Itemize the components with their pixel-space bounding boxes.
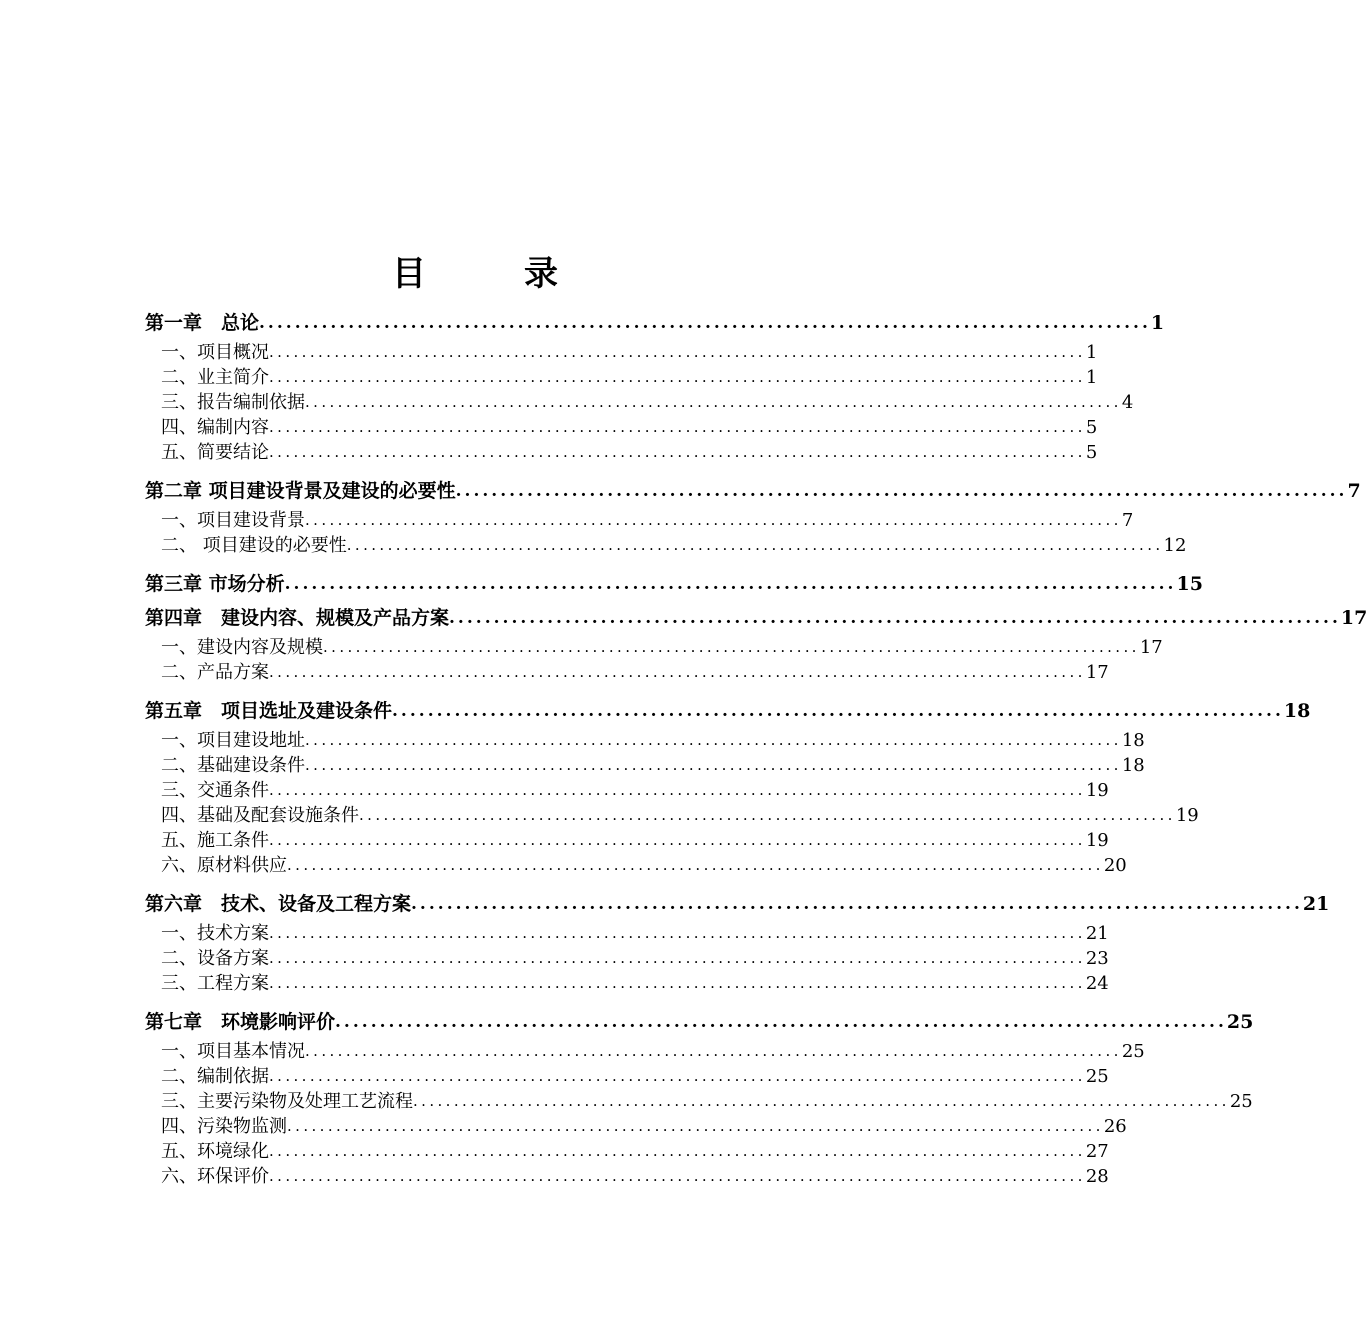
toc-leader-dots: .................................................................................................... [269, 974, 1086, 992]
toc-leader-dots: .................................................................................................... [323, 638, 1140, 656]
toc-page-number: 1 [1085, 342, 1098, 363]
toc-title: 目 录 [392, 254, 590, 294]
toc-section-entry[interactable] [145, 1089, 1253, 1114]
toc-page-number: 24 [1085, 973, 1109, 994]
toc-section-entry[interactable] [145, 440, 1098, 465]
toc-section-label: 三、主要污染物及处理工艺流程 [161, 1091, 413, 1112]
toc-section-label: 二、 项目建设的必要性 [161, 535, 347, 556]
toc-section-label: 五、环境绿化 [161, 1141, 269, 1162]
toc-chapter-entry[interactable] [145, 887, 1330, 921]
toc-section-label: 二、业主简介 [161, 367, 269, 388]
toc-page-number: 17 [1139, 637, 1163, 658]
toc-section-entry[interactable] [145, 365, 1098, 390]
toc-page-number: 17 [1085, 662, 1109, 683]
toc-leader-dots: .................................................................................................... [449, 608, 1341, 628]
toc-page-number: 28 [1085, 1166, 1109, 1187]
toc-section-entry[interactable] [145, 1114, 1127, 1139]
toc-section-label: 一、技术方案 [161, 923, 269, 944]
toc-chapter-entry[interactable] [145, 567, 1203, 601]
toc-leader-dots: .................................................................................................... [269, 663, 1086, 681]
toc-leader-dots: .................................................................................................... [335, 1012, 1227, 1032]
toc-leader-dots: .................................................................................................... [305, 756, 1122, 774]
table-of-contents [145, 306, 1367, 1198]
toc-section-label: 四、基础及配套设施条件 [161, 805, 359, 826]
toc-section-entry[interactable] [145, 728, 1145, 753]
toc-leader-dots: .................................................................................................... [455, 481, 1348, 501]
toc-leader-dots: .................................................................................................... [269, 924, 1086, 942]
toc-section-label: 一、项目概况 [161, 342, 269, 363]
toc-leader-dots: .................................................................................................... [346, 536, 1164, 554]
toc-section-entry[interactable] [145, 853, 1127, 878]
toc-chapter-entry[interactable] [145, 1005, 1254, 1039]
toc-chapter-entry[interactable] [145, 694, 1311, 728]
toc-chapter-label: 第三章 市场分析 [145, 573, 285, 595]
toc-chapter-entry[interactable] [145, 306, 1165, 340]
toc-leader-dots: .................................................................................................... [269, 949, 1086, 967]
toc-section-label: 五、简要结论 [161, 442, 269, 463]
toc-section-label: 一、项目基本情况 [161, 1041, 305, 1062]
toc-leader-dots: .................................................................................................... [269, 1067, 1086, 1085]
toc-page-number: 19 [1085, 780, 1109, 801]
toc-page-number: 20 [1103, 855, 1127, 876]
toc-chapter-label: 第一章 总论 [145, 312, 260, 334]
toc-section-label: 二、基础建设条件 [161, 755, 305, 776]
toc-page-number: 15 [1176, 573, 1203, 595]
toc-page-number: 25 [1226, 1011, 1254, 1033]
toc-page-number: 1 [1150, 312, 1165, 334]
toc-section-label: 六、原材料供应 [161, 855, 287, 876]
toc-section-entry[interactable] [145, 508, 1134, 533]
toc-section-label: 二、设备方案 [161, 948, 269, 969]
toc-chapter-label: 第二章 项目建设背景及建设的必要性 [145, 480, 456, 502]
toc-section-entry[interactable] [145, 1039, 1145, 1064]
toc-page-number: 17 [1340, 607, 1367, 629]
toc-leader-dots: .................................................................................................... [269, 343, 1086, 361]
toc-section-entry[interactable] [145, 390, 1134, 415]
toc-page-number: 21 [1085, 923, 1109, 944]
toc-page-number: 18 [1121, 730, 1145, 751]
toc-section-entry[interactable] [145, 660, 1109, 685]
toc-page-number: 19 [1175, 805, 1199, 826]
toc-chapter-label: 第五章 项目选址及建设条件 [145, 700, 393, 722]
toc-section-entry[interactable] [145, 803, 1199, 828]
toc-leader-dots: .................................................................................................... [305, 1042, 1122, 1060]
toc-page-number: 26 [1103, 1116, 1127, 1137]
toc-leader-dots: .................................................................................................... [269, 831, 1086, 849]
toc-page-number: 1 [1085, 367, 1098, 388]
toc-section-entry[interactable] [145, 921, 1109, 946]
toc-leader-dots: .................................................................................................... [284, 574, 1177, 594]
toc-section-entry[interactable] [145, 1139, 1109, 1164]
toc-leader-dots: .................................................................................................... [269, 443, 1086, 461]
toc-section-entry[interactable] [145, 778, 1109, 803]
toc-section-label: 一、建设内容及规模 [161, 637, 323, 658]
toc-section-entry[interactable] [145, 753, 1145, 778]
toc-page-number: 5 [1085, 417, 1098, 438]
toc-section-label: 四、编制内容 [161, 417, 269, 438]
toc-leader-dots: .................................................................................................... [269, 368, 1086, 386]
toc-section-label: 二、产品方案 [161, 662, 269, 683]
toc-page-number: 7 [1347, 480, 1361, 502]
toc-page-number: 12 [1163, 535, 1187, 556]
toc-page-number: 25 [1121, 1041, 1145, 1062]
toc-chapter-label: 第七章 环境影响评价 [145, 1011, 336, 1033]
toc-page-number: 7 [1121, 510, 1134, 531]
toc-section-entry[interactable] [145, 828, 1109, 853]
toc-page-number: 21 [1302, 893, 1330, 915]
toc-page-number: 4 [1121, 392, 1134, 413]
toc-leader-dots: .................................................................................................... [287, 1117, 1104, 1135]
toc-leader-dots: .................................................................................................... [269, 418, 1086, 436]
toc-section-label: 五、施工条件 [161, 830, 269, 851]
toc-section-entry[interactable] [145, 1064, 1109, 1089]
toc-leader-dots: .................................................................................................... [259, 313, 1151, 333]
toc-leader-dots: .................................................................................................... [269, 781, 1086, 799]
toc-leader-dots: .................................................................................................... [305, 731, 1122, 749]
toc-section-entry[interactable] [145, 635, 1163, 660]
toc-section-entry[interactable] [145, 971, 1109, 996]
toc-leader-dots: .................................................................................................... [392, 701, 1284, 721]
toc-section-label: 二、编制依据 [161, 1066, 269, 1087]
toc-chapter-label: 第六章 技术、设备及工程方案 [145, 893, 412, 915]
toc-page-number: 18 [1121, 755, 1145, 776]
toc-leader-dots: .................................................................................................... [269, 1142, 1086, 1160]
toc-leader-dots: .................................................................................................... [305, 393, 1122, 411]
toc-leader-dots: .................................................................................................... [287, 856, 1104, 874]
toc-chapter-label: 第四章 建设内容、规模及产品方案 [145, 607, 450, 629]
toc-section-entry[interactable] [145, 340, 1098, 365]
toc-section-entry[interactable] [145, 1164, 1109, 1189]
toc-section-label: 三、工程方案 [161, 973, 269, 994]
toc-section-label: 六、环保评价 [161, 1166, 269, 1187]
toc-section-label: 一、项目建设背景 [161, 510, 305, 531]
toc-page-number: 19 [1085, 830, 1109, 851]
toc-page-number: 27 [1085, 1141, 1109, 1162]
toc-leader-dots: .................................................................................................... [269, 1167, 1086, 1185]
toc-chapter-entry[interactable] [145, 474, 1361, 508]
toc-page-number: 23 [1085, 948, 1109, 969]
toc-section-label: 四、污染物监测 [161, 1116, 287, 1137]
toc-section-label: 三、报告编制依据 [161, 392, 305, 413]
toc-section-entry[interactable] [145, 415, 1098, 440]
toc-page-number: 25 [1229, 1091, 1253, 1112]
toc-leader-dots: .................................................................................................... [411, 894, 1303, 914]
toc-leader-dots: .................................................................................................... [305, 511, 1122, 529]
toc-leader-dots: .................................................................................................... [413, 1092, 1230, 1110]
toc-section-label: 一、项目建设地址 [161, 730, 305, 751]
toc-section-label: 三、交通条件 [161, 780, 269, 801]
toc-leader-dots: .................................................................................................... [359, 806, 1176, 824]
toc-page-number: 5 [1085, 442, 1098, 463]
toc-page-number: 25 [1085, 1066, 1109, 1087]
toc-section-entry[interactable] [145, 533, 1187, 558]
toc-page-number: 18 [1283, 700, 1311, 722]
toc-section-entry[interactable] [145, 946, 1109, 971]
toc-chapter-entry[interactable] [145, 601, 1367, 635]
